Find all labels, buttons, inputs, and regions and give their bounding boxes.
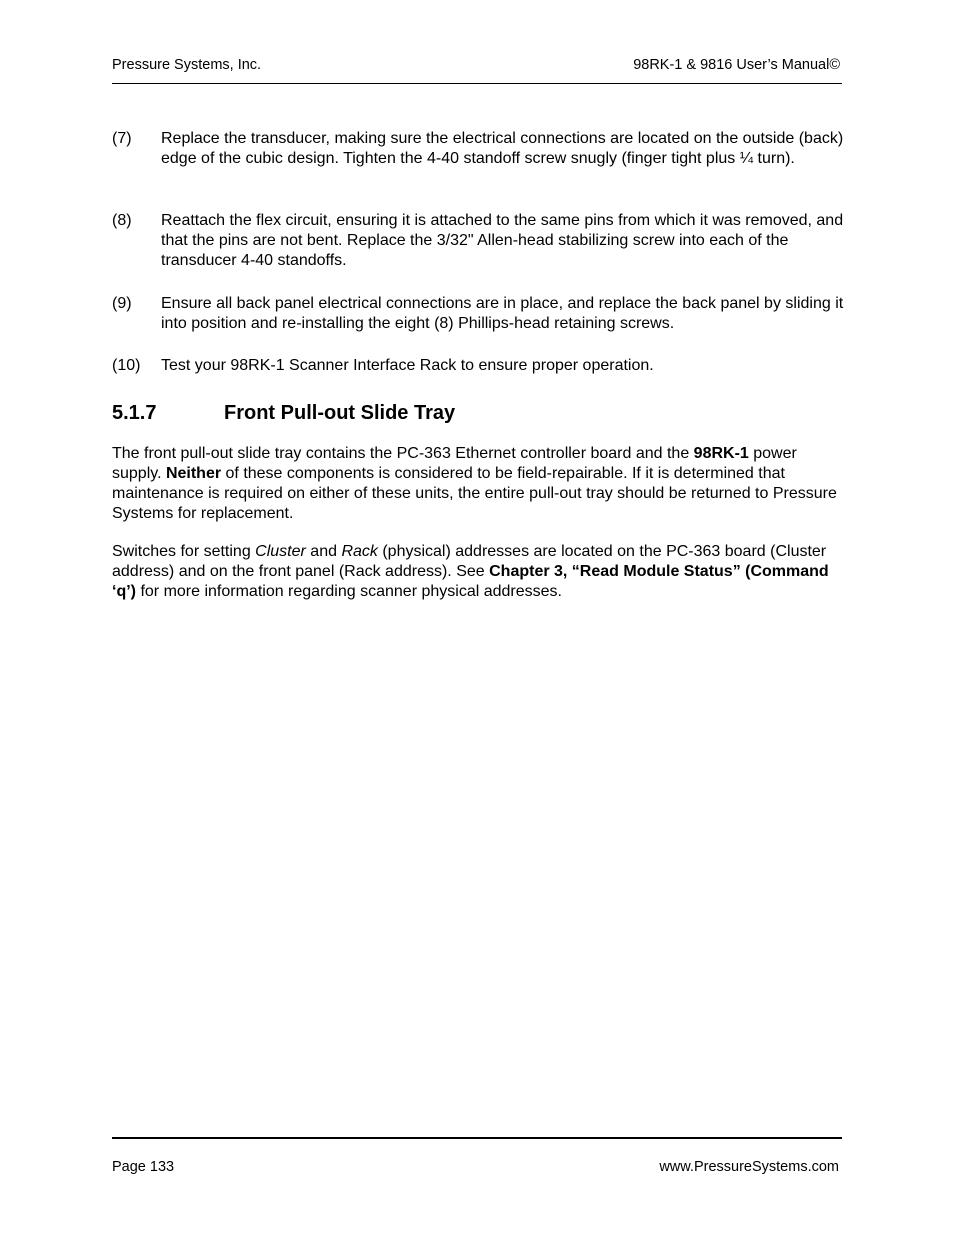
footer-website: www.PressureSystems.com [659, 1159, 839, 1175]
step-text: Reattach the flex circuit, ensuring it is attached to the same pins from which it was removed, and that the pins are not bent. Replace the 3/32" Allen-head stabilizing screw into each of the transducer 4-40 standoffs. [161, 212, 844, 269]
text-run: The front pull-out slide tray contains the PC-363 Ethernet controller board and the [112, 445, 694, 462]
step-number: (7) [112, 130, 132, 147]
step-number: (10) [112, 357, 141, 374]
italic-run: Rack [341, 543, 378, 560]
page-number: Page 133 [112, 1159, 175, 1175]
step-number: (8) [112, 212, 132, 229]
header-manual-title: 98RK-1 & 9816 User’s Manual© [633, 57, 840, 73]
text-run: Switches for setting [112, 543, 256, 560]
italic-run: Cluster [255, 543, 306, 560]
section-title: Front Pull-out Slide Tray [224, 402, 456, 424]
text-run: (physical) addresses are located on the PC-363 board (Cluster address) and on the front panel (Rack address). See [112, 543, 827, 580]
step-text: Replace the transducer, making sure the electrical connections are located on the outside (back) edge of the cubic design. Tighten the 4-40 standoff screw snugly (finger tight plus ¼ turn). [161, 130, 844, 167]
step-number: (9) [112, 295, 132, 312]
section-number: 5.1.7 [112, 402, 157, 424]
chapter-reference: Chapter 3, “Read Module Status” (Command ‘q’) [112, 563, 829, 600]
header-company: Pressure Systems, Inc. [112, 57, 262, 73]
text-run: power supply. [112, 445, 797, 482]
step-text: Ensure all back panel electrical connections are in place, and replace the back panel by sliding it into position and re-installing the eight (8) Phillips-head retaining screws. [161, 295, 844, 332]
text-run: and [305, 543, 342, 560]
paragraph-switches [112, 542, 842, 602]
text-run: of these components is considered to be field-repairable. If it is determined that maintenance is required on either of these units, the entire pull-out tray should be returned to Pressure Systems for replacement. [112, 465, 837, 522]
bold-run: Neither [165, 465, 222, 482]
footer-divider [112, 1137, 842, 1139]
page-header [112, 55, 842, 84]
step-text: Test your 98RK-1 Scanner Interface Rack to ensure proper operation. [161, 357, 654, 374]
text-run: for more information regarding scanner physical addresses. [136, 583, 562, 600]
bold-run: 98RK-1 [693, 445, 749, 462]
paragraph-slide-tray [112, 444, 842, 524]
